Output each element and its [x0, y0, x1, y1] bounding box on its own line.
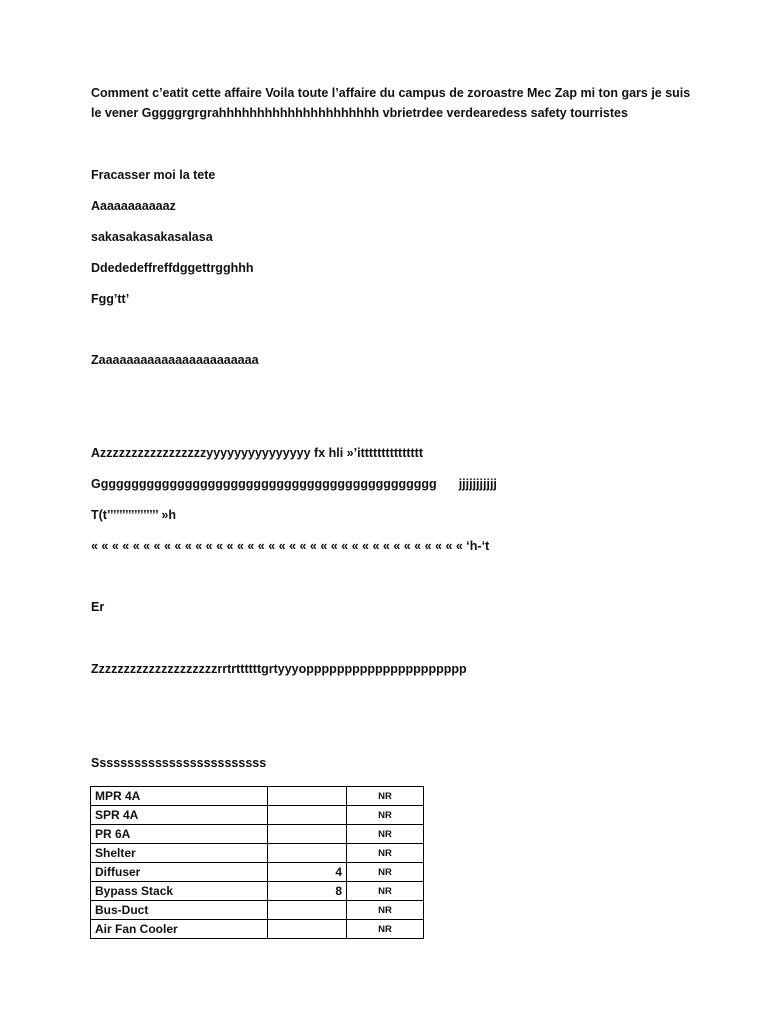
table-cell-name: SPR 4A: [91, 806, 268, 825]
table-cell-status: NR: [347, 901, 424, 920]
table-cell-name: PR 6A: [91, 825, 268, 844]
table-row: [91, 901, 424, 920]
text-line: sakasakasakasalasa: [91, 230, 213, 244]
table-cell-name: Bus-Duct: [91, 901, 268, 920]
table-cell-name: Shelter: [91, 844, 268, 863]
table-row: [91, 787, 424, 806]
table-cell-name: Bypass Stack: [91, 882, 268, 901]
table-cell-qty: [268, 901, 347, 920]
table-cell-status: NR: [347, 863, 424, 882]
table-cell-qty: 4: [268, 863, 347, 882]
text-line-g: [91, 474, 497, 494]
text-line: Azzzzzzzzzzzzzzzzzyyyyyyyyyyyyyyy fx hli »’ittttttttttttttt: [91, 446, 424, 460]
equipment-table: [90, 786, 424, 939]
j-run: jjjjjjjjjjj: [458, 477, 497, 491]
text-line: Aaaaaaaaaaaz: [91, 199, 176, 213]
table-cell-qty: 8: [268, 882, 347, 901]
table-row: [91, 882, 424, 901]
text-line: T(t’’’’’’’’’’’’’’’’’ »h: [91, 508, 176, 522]
table-row: [91, 863, 424, 882]
table-cell-status: NR: [347, 882, 424, 901]
table-cell-status: NR: [347, 787, 424, 806]
table-row: [91, 844, 424, 863]
intro-line-2: le vener Gggggrgrgrahhhhhhhhhhhhhhhhhhhhh vbrietrdee verdearedess safety tourristes: [91, 106, 628, 120]
table-cell-qty: [268, 920, 347, 939]
text-line: Er: [91, 600, 105, 614]
table-cell-qty: [268, 844, 347, 863]
text-line: Fracasser moi la tete: [91, 168, 216, 182]
table-row: [91, 806, 424, 825]
table-cell-name: Diffuser: [91, 863, 268, 882]
intro-line-1: Comment c’eatit cette affaire Voila toute l’affaire du campus de zoroastre Mec Zap mi ton gars je suis: [91, 86, 691, 100]
table-cell-status: NR: [347, 806, 424, 825]
text-line: Fgg’tt’: [91, 292, 130, 306]
table-cell-status: NR: [347, 844, 424, 863]
table-row: [91, 920, 424, 939]
table-cell-status: NR: [347, 920, 424, 939]
table-cell-status: NR: [347, 825, 424, 844]
text-line: Zaaaaaaaaaaaaaaaaaaaaaaa: [91, 353, 259, 367]
table-cell-name: MPR 4A: [91, 787, 268, 806]
table-cell-qty: [268, 787, 347, 806]
table-row: [91, 825, 424, 844]
g-run: Ggggggggggggggggggggggggggggggggggggggggggggg: [91, 477, 437, 491]
intro-paragraph: [91, 83, 691, 123]
text-line: Zzzzzzzzzzzzzzzzzzzzrrtrttttttgrtyyyoppppppppppppppppppppp: [91, 662, 467, 676]
table-cell-qty: [268, 825, 347, 844]
text-line: Sssssssssssssssssssssssss: [91, 756, 267, 770]
table-cell-name: Air Fan Cooler: [91, 920, 268, 939]
text-line: Ddededeffreffdggettrgghhh: [91, 261, 254, 275]
table-cell-qty: [268, 806, 347, 825]
text-line: « « « « « « « « « « « « « « « « « « « « « « « « « « « « « « « « « « « « ‘h-‘t: [91, 539, 490, 553]
